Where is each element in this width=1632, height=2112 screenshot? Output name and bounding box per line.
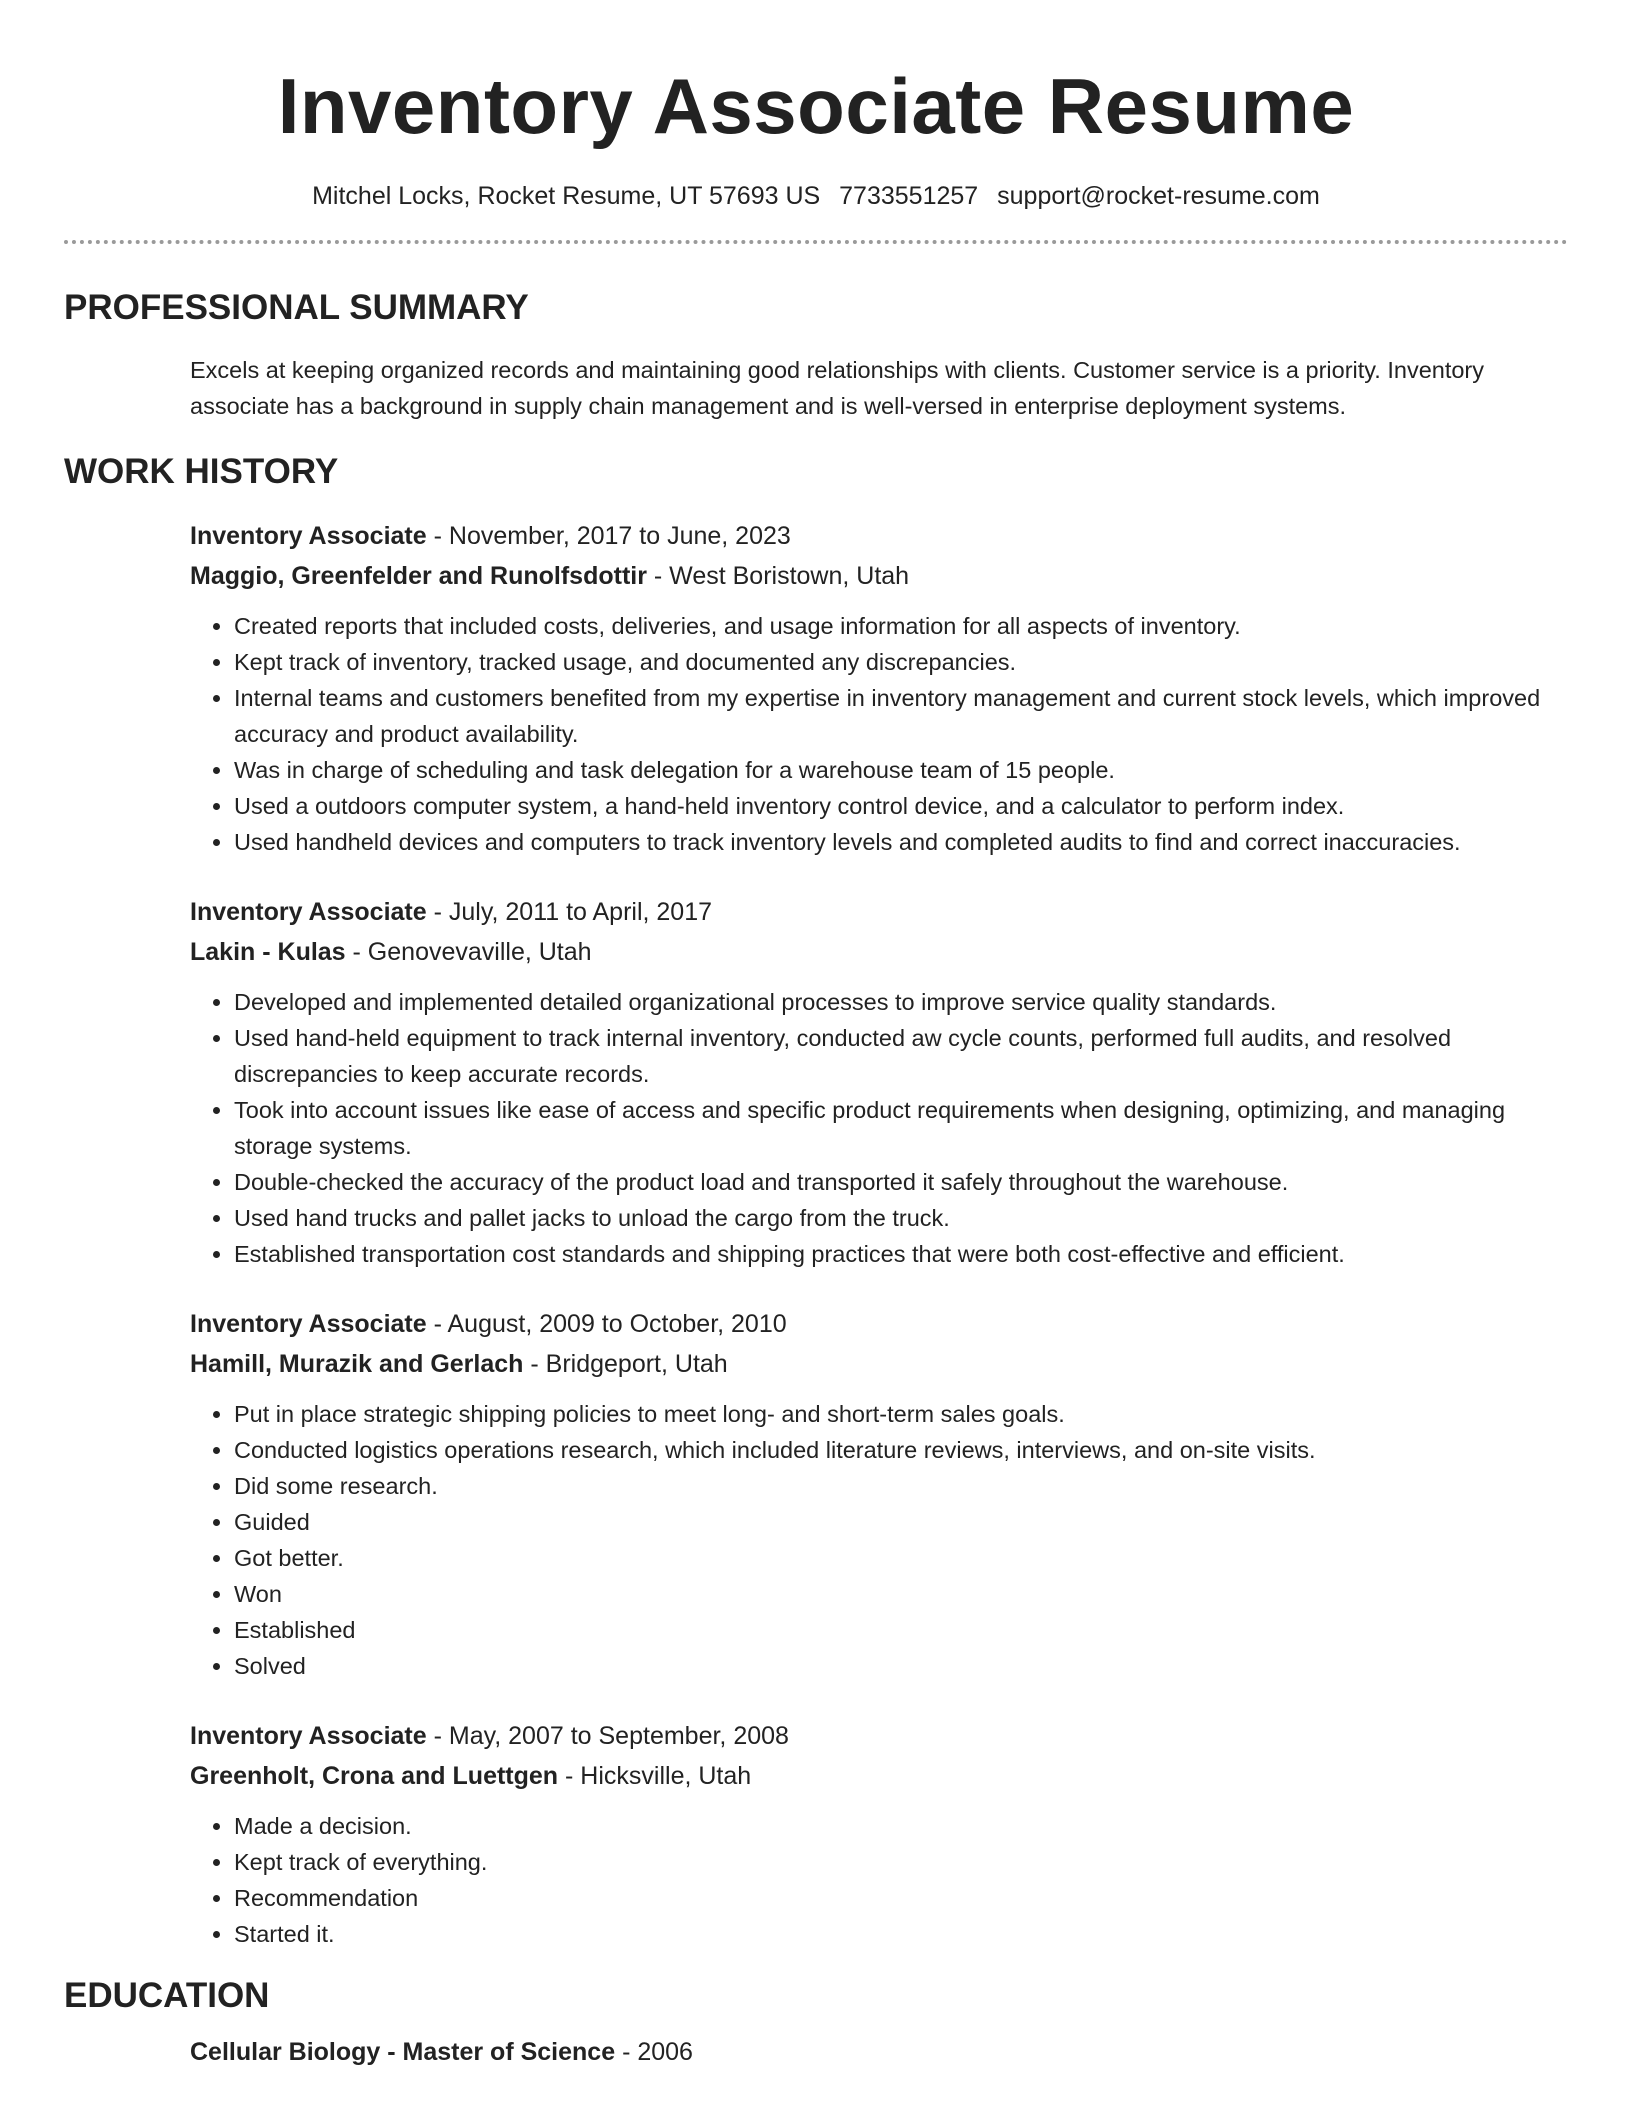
duty-item: • Conducted logistics operations research, which included literature reviews, interviews, and on-site visits. — [234, 1432, 1568, 1468]
job-dates: - August, 2009 to October, 2010 — [426, 1310, 787, 1338]
page-title: Inventory Associate Resume — [277, 62, 1355, 150]
duty-item: • Kept track of inventory, tracked usage, and documented any discrepancies. — [234, 644, 1568, 680]
duty-item: • Won — [234, 1576, 1568, 1612]
job-company: Maggio, Greenfelder and Runolfsdottir — [190, 562, 647, 590]
job-title-line — [190, 892, 1568, 932]
summary-text: Excels at keeping organized records and maintaining good relationships with clients. Customer service is a priority. Inventory associate has a background in supply chain management and is well-versed in enterprise deployment systems. — [190, 357, 1485, 419]
job-duties — [190, 1396, 1568, 1684]
education-heading: EDUCATION — [64, 1976, 270, 2015]
job-location: - West Boristown, Utah — [646, 562, 910, 590]
job-company-line — [190, 1756, 1568, 1796]
job-dates: - July, 2011 to April, 2017 — [426, 898, 713, 926]
duty-item: • Developed and implemented detailed organizational processes to improve service quality standards. — [234, 984, 1568, 1020]
work-history-heading: WORK HISTORY — [64, 452, 339, 491]
duty-item: • Got better. — [234, 1540, 1568, 1576]
duty-item: • Guided — [234, 1504, 1568, 1540]
duty-item: • Established — [234, 1612, 1568, 1648]
job-entry — [190, 1304, 1568, 1684]
job-title-line — [190, 1716, 1568, 1756]
contact-phone: 7733551257 — [839, 182, 979, 210]
duty-item: • Used hand trucks and pallet jacks to unload the cargo from the truck. — [234, 1200, 1568, 1236]
job-dates: - May, 2007 to September, 2008 — [426, 1722, 789, 1750]
job-title: Inventory Associate — [190, 898, 427, 926]
job-title-line — [190, 516, 1568, 556]
job-title-line — [190, 1304, 1568, 1344]
duty-item: • Solved — [234, 1648, 1568, 1684]
duty-item: • Created reports that included costs, deliveries, and usage information for all aspects of inventory. — [234, 608, 1568, 644]
contact-email: support@rocket-resume.com — [997, 182, 1320, 210]
job-title: Inventory Associate — [190, 522, 427, 550]
duty-item: • Used hand-held equipment to track internal inventory, conducted aw cycle counts, performed full audits, and resolved discrepancies to keep accurate records. — [234, 1020, 1568, 1092]
job-company-line — [190, 556, 1568, 596]
job-location: - Bridgeport, Utah — [523, 1350, 728, 1378]
job-company: Lakin - Kulas — [190, 938, 346, 966]
duty-item: • Used a outdoors computer system, a hand-held inventory control device, and a calculator to perform index. — [234, 788, 1568, 824]
job-entry — [190, 516, 1568, 860]
duty-item: • Internal teams and customers benefited from my expertise in inventory management and current stock levels, which improved accuracy and product availability. — [234, 680, 1568, 752]
job-entry — [190, 1716, 1568, 1952]
duty-item: • Was in charge of scheduling and task delegation for a warehouse team of 15 people. — [234, 752, 1568, 788]
duty-item: • Kept track of everything. — [234, 1844, 1568, 1880]
duty-item: • Used handheld devices and computers to track inventory levels and completed audits to find and correct inaccuracies. — [234, 824, 1568, 860]
job-company: Greenholt, Crona and Luettgen — [190, 1762, 559, 1790]
job-duties — [190, 984, 1568, 1272]
job-company-line — [190, 1344, 1568, 1384]
duty-item: • Established transportation cost standards and shipping practices that were both cost-effective and efficient. — [234, 1236, 1568, 1272]
duty-item: • Made a decision. — [234, 1808, 1568, 1844]
job-duties — [190, 1808, 1568, 1952]
job-title: Inventory Associate — [190, 1310, 427, 1338]
education-year: - 2006 — [615, 2038, 693, 2066]
education-degree: Cellular Biology - Master of Science — [190, 2038, 616, 2066]
duty-item: • Did some research. — [234, 1468, 1568, 1504]
contact-address: Mitchel Locks, Rocket Resume, UT 57693 US — [312, 182, 821, 210]
resume-page — [64, 0, 1568, 2072]
job-company: Hamill, Murazik and Gerlach — [190, 1350, 524, 1378]
contact-line — [64, 178, 1568, 214]
summary-heading: PROFESSIONAL SUMMARY — [64, 288, 529, 327]
job-dates: - November, 2017 to June, 2023 — [426, 522, 791, 550]
job-company-line — [190, 932, 1568, 972]
duty-item: • Took into account issues like ease of access and specific product requirements when designing, optimizing, and managing storage systems. — [234, 1092, 1568, 1164]
education-entry — [190, 2032, 1568, 2072]
duty-item: • Started it. — [234, 1916, 1568, 1952]
header-divider — [64, 240, 1568, 244]
job-location: - Hicksville, Utah — [558, 1762, 752, 1790]
education-line — [190, 2032, 1568, 2072]
duty-item: • Put in place strategic shipping policies to meet long- and short-term sales goals. — [234, 1396, 1568, 1432]
job-title: Inventory Associate — [190, 1722, 427, 1750]
job-duties — [190, 608, 1568, 860]
duty-item: • Double-checked the accuracy of the product load and transported it safely throughout the warehouse. — [234, 1164, 1568, 1200]
job-location: - Genovevaville, Utah — [345, 938, 592, 966]
duty-item: • Recommendation — [234, 1880, 1568, 1916]
job-entry — [190, 892, 1568, 1272]
